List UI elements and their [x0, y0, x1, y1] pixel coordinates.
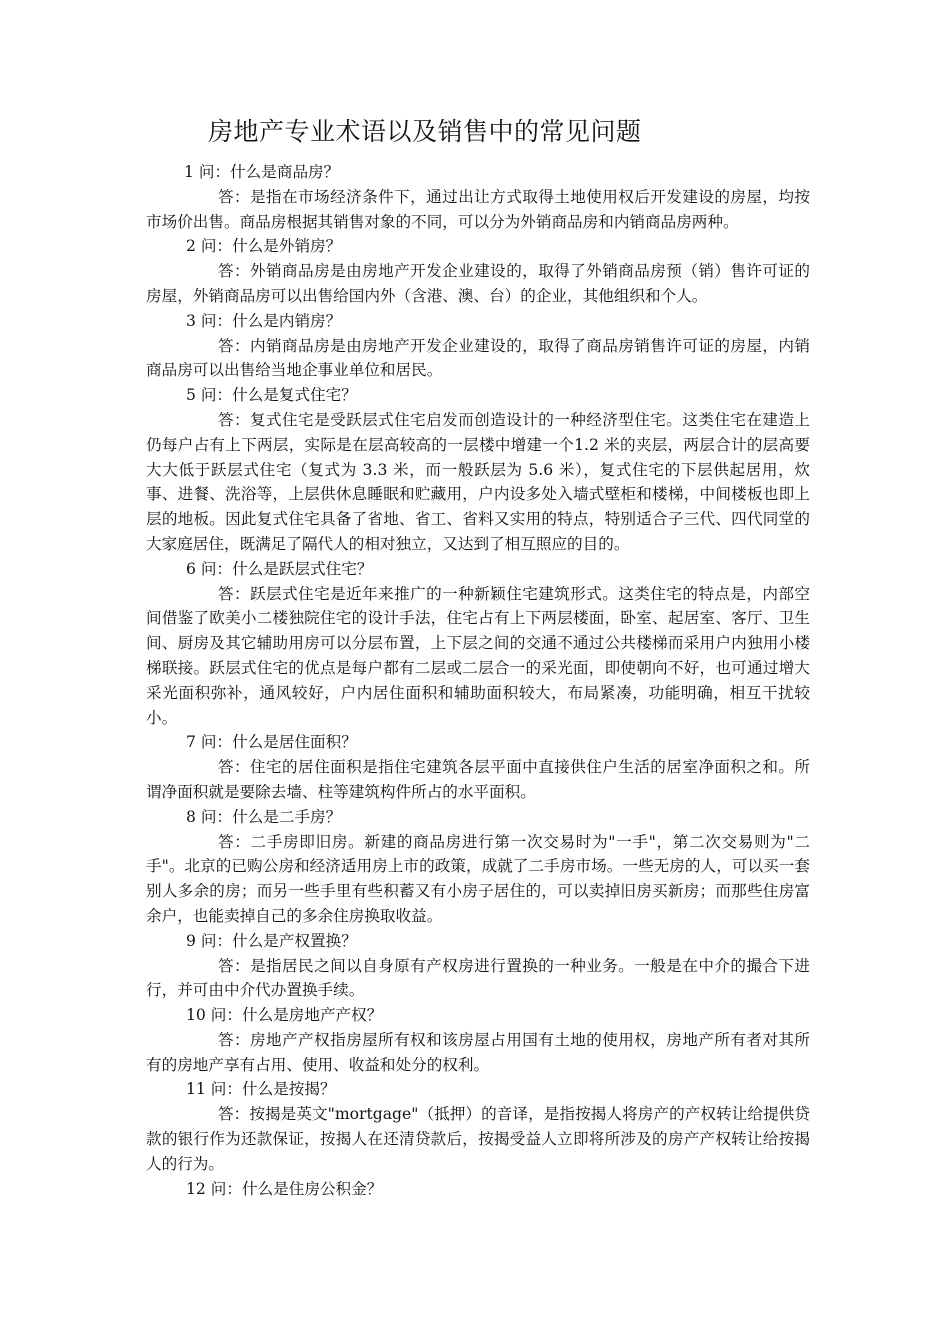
answer-1: 答：是指在市场经济条件下，通过出让方式取得土地使用权后开发建设的房屋，均按市场价出售。商品房根据其销售对象的不同，可以分为外销商品房和内销商品房两种。 — [146, 187, 810, 231]
document-body — [146, 160, 810, 1201]
question-11: 11 问：什么是按揭？ — [186, 1080, 336, 1099]
question-7: 7 问：什么是居住面积？ — [186, 733, 357, 752]
answer-2: 答：外销商品房是由房地产开发企业建设的，取得了外销商品房预（销）售许可证的房屋，外销商品房可以出售给国内外（含港、澳、台）的企业，其他组织和个人。 — [146, 262, 810, 305]
answer-11: 答：按揭是英文"mortgage"（抵押）的音译，是指按揭人将房产的产权转让给提供贷款的银行作为还款保证，按揭人在还清贷款后，按揭受益人立即将所涉及的房产产权转让给按揭人的行为。 — [146, 1105, 810, 1173]
document-title: 房地产专业术语以及销售中的常见问题 — [208, 117, 642, 146]
answer-3: 答：内销商品房是由房地产开发企业建设的，取得了商品房销售许可证的房屋，内销商品房可以出售给当地企事业单位和居民。 — [146, 336, 810, 380]
question-1: 1 问：什么是商品房？ — [184, 163, 340, 181]
question-9: 9 问：什么是产权置换？ — [186, 931, 357, 950]
answer-9: 答：是指居民之间以自身原有产权房进行置换的一种业务。一般是在中介的撮合下进行，并可由中介代办置换手续。 — [146, 956, 810, 1000]
question-10: 10 问：什么是房地产产权？ — [186, 1006, 383, 1025]
question-5: 5 问：什么是复式住宅？ — [186, 386, 357, 405]
question-3: 3 问：什么是内销房？ — [186, 311, 342, 330]
question-12: 12 问：什么是住房公积金？ — [186, 1179, 383, 1198]
answer-5: 答：复式住宅是受跃层式住宅启发而创造设计的一种经济型住宅。这类住宅在建造上仍每户占有上下两层，实际是在层高较高的一层楼中增建一个1.2 米的夹层，两层合计的层高要大大低于跃层式住宅（复式为 3.3 米，而一般跃层为 5.6 米），复式住宅的下层供起居用，炊事、进餐、洗浴等，上层供休息睡眠和贮藏用，户内设多处入墙式壁柜和楼梯，中间楼板也即上层的地板。因此复式住宅具备了省地、省工、省料又实用的特点，特别适合子三代、四代同堂的大家庭居住，既满足了隔代人的相对独立，又达到了相互照应的目的。 — [146, 410, 810, 553]
question-2: 2 问：什么是外销房？ — [186, 237, 342, 256]
question-8: 8 问：什么是二手房？ — [186, 807, 342, 826]
answer-6: 答：跃层式住宅是近年来推广的一种新颖住宅建筑形式。这类住宅的特点是，内部空间借鉴了欧美小二楼独院住宅的设计手法，住宅占有上下两层楼面，卧室、起居室、客厅、卫生间、厨房及其它辅助用房可以分层布置，上下层之间的交通不通过公共楼梯而采用户内独用小楼梯联接。跃层式住宅的优点是每户都有二层或二层合一的采光面，即使朝向不好，也可通过增大采光面积弥补，通风较好，户内居住面积和辅助面积较大，布局紧凑，功能明确，相互干扰较小。 — [146, 584, 810, 727]
answer-8: 答：二手房即旧房。新建的商品房进行第一次交易时为"一手"，第二次交易则为"二手"。北京的已购公房和经济适用房上市的政策，成就了二手房市场。一些无房的人，可以买一套别人多余的房；而另一些手里有些积蓄又有小房子居住的，可以卖掉旧房买新房；而那些住房富余户，也能卖掉自己的多余住房换取收益。 — [146, 832, 810, 925]
answer-7: 答：住宅的居住面积是指住宅建筑各层平面中直接供住户生活的居室净面积之和。所谓净面积就是要除去墙、柱等建筑构件所占的水平面积。 — [146, 758, 810, 801]
answer-10: 答：房地产产权指房屋所有权和该房屋占用国有土地的使用权，房地产所有者对其所有的房地产享有占用、使用、收益和处分的权利。 — [146, 1030, 810, 1074]
question-6: 6 问：什么是跃层式住宅？ — [186, 559, 373, 578]
